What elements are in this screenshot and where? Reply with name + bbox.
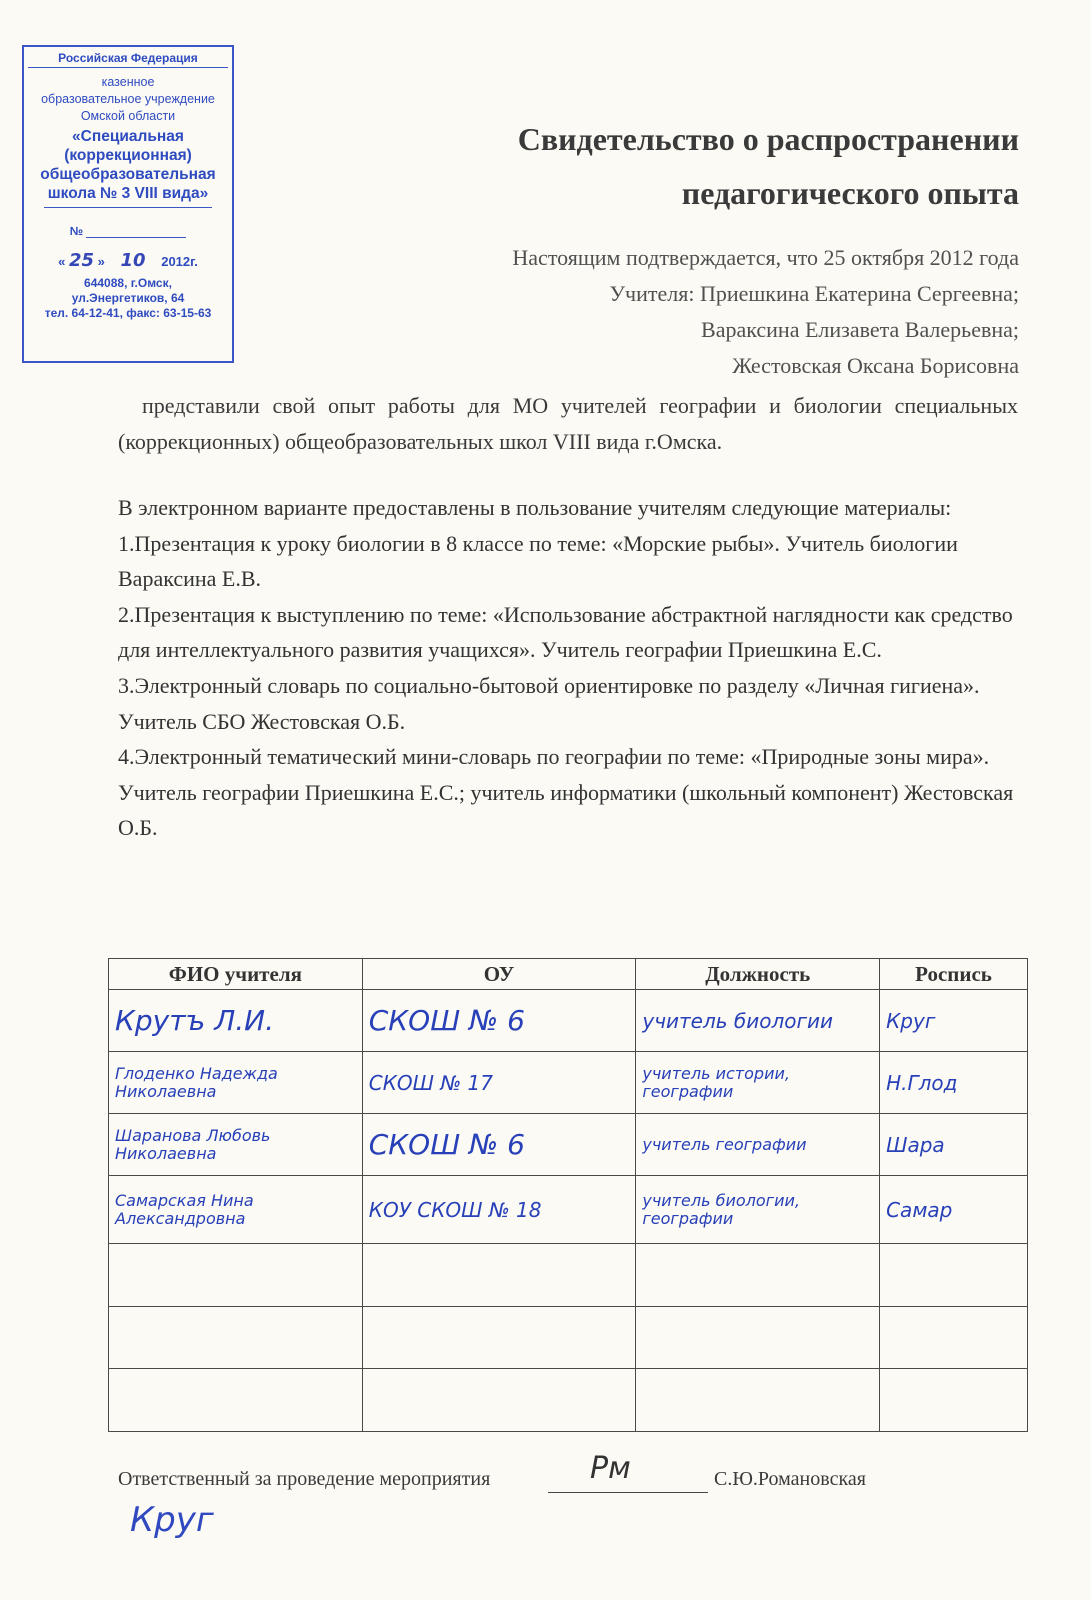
confirmation-block xyxy=(512,240,1019,384)
school-stamp xyxy=(22,45,234,363)
stamp-federation: Российская Федерация xyxy=(28,51,228,68)
table-row-empty xyxy=(109,1244,1028,1307)
stamp-date xyxy=(24,250,232,272)
cell-name: Глоденко Надежда Николаевна xyxy=(109,1052,363,1114)
stamp-number xyxy=(24,224,232,238)
table-row-empty xyxy=(109,1369,1028,1432)
responsible-signature: Рм xyxy=(590,1451,631,1486)
stamp-line-bold: «Специальная xyxy=(72,128,184,145)
stamp-line: Омской области xyxy=(80,109,176,123)
header-teacher-name: ФИО учителя xyxy=(109,959,363,990)
cell-school: СКОШ № 17 xyxy=(362,1052,636,1114)
cell-name: Крутъ Л.И. xyxy=(109,990,363,1052)
title-line: педагогического опыта xyxy=(681,175,1019,211)
stamp-line-bold: школа № 3 VIII вида» xyxy=(47,185,209,202)
stamp-line-bold: (коррекционная) xyxy=(64,147,192,164)
attendance-table xyxy=(108,958,1028,1432)
cell-school: КОУ СКОШ № 18 xyxy=(362,1176,636,1244)
table-row xyxy=(109,1176,1028,1244)
cell-name: Самарская Нина Александровна xyxy=(109,1176,363,1244)
materials-intro: В электронном варианте предоставлены в пользование учителям следующие материалы: xyxy=(118,495,952,520)
stamp-address xyxy=(24,276,232,321)
stamp-date-year: 2012г. xyxy=(161,254,198,269)
stamp-line: казенное xyxy=(101,75,155,89)
stamp-number-line xyxy=(86,227,186,238)
confirm-line: Настоящим подтверждается, что 25 октября 2012 года xyxy=(512,245,1019,270)
cell-name: Шаранова Любовь Николаевна xyxy=(109,1114,363,1176)
stamp-number-label: № xyxy=(69,224,84,238)
stamp-line: образовательное учреждение xyxy=(41,92,215,106)
cell-signature: Круг xyxy=(880,990,1028,1052)
confirm-line: Вараксина Елизавета Валерьевна; xyxy=(701,317,1019,342)
responsible-name: С.Ю.Романовская xyxy=(714,1468,866,1490)
stamp-address-line: ул.Энергетиков, 64 xyxy=(71,291,185,305)
header-signature: Роспись xyxy=(880,959,1028,990)
confirm-line: Жестовская Оксана Борисовна xyxy=(732,353,1019,378)
table-header-row xyxy=(109,959,1028,990)
cell-school: СКОШ № 6 xyxy=(362,1114,636,1176)
list-item: 1.Презентация к уроку биологии в 8 классе по теме: «Морские рыбы». Учитель биологии Вараксина Е.В. xyxy=(118,530,958,592)
presentation-paragraph: представили свой опыт работы для МО учителей географии и биологии специальных (коррекционных) общеобразовательных школ VIII вида г.Омска. xyxy=(118,393,1018,454)
stamp-date-open: « xyxy=(58,254,66,269)
stamp-date-day: 25 xyxy=(68,250,95,271)
header-school: ОУ xyxy=(362,959,636,990)
cell-signature: Шара xyxy=(880,1114,1028,1176)
table-row-empty xyxy=(109,1306,1028,1369)
table-row xyxy=(109,990,1028,1052)
cell-school: СКОШ № 6 xyxy=(362,990,636,1052)
list-item: 4.Электронный тематический мини-словарь по географии по теме: «Природные зоны мира». Учитель географии Приешкина Е.С.; учитель информатики (школьный компонент) Жестовская О.Б. xyxy=(118,744,1014,841)
list-item: 3.Электронный словарь по социально-бытовой ориентировке по разделу «Личная гигиена». Учитель СБО Жестовская О.Б. xyxy=(118,672,980,734)
table-row xyxy=(109,1114,1028,1176)
stamp-line-bold: общеобразовательная xyxy=(40,166,216,183)
title-line: Свидетельство о распространении xyxy=(517,121,1019,157)
stamp-address-line: 644088, г.Омск, xyxy=(84,276,172,290)
list-item: 2.Презентация к выступлению по теме: «Использование абстрактной наглядности как средство для интеллектуального развития учащихся». Учитель географии Приешкина Е.С. xyxy=(118,601,1013,663)
header-position: Должность xyxy=(636,959,880,990)
cell-position: учитель биологии xyxy=(636,990,880,1052)
stamp-date-month: 10 xyxy=(120,250,146,271)
responsible-signature-line xyxy=(548,1492,708,1493)
responsible-label: Ответственный за проведение мероприятия xyxy=(118,1468,491,1490)
table-row xyxy=(109,1052,1028,1114)
cell-signature: Самар xyxy=(880,1176,1028,1244)
cell-signature: Н.Глод xyxy=(880,1052,1028,1114)
handwritten-signature: Круг xyxy=(130,1500,214,1540)
cell-position: учитель географии xyxy=(636,1114,880,1176)
cell-position: учитель истории, географии xyxy=(636,1052,880,1114)
confirm-line: Учителя: Приешкина Екатерина Сергеевна; xyxy=(609,281,1019,306)
cell-position: учитель биологии, географии xyxy=(636,1176,880,1244)
stamp-date-close: » xyxy=(97,254,105,269)
document-title xyxy=(518,112,1019,220)
materials-list xyxy=(118,490,1018,846)
stamp-address-line: тел. 64-12-41, факс: 63-15-63 xyxy=(44,306,212,320)
stamp-divider xyxy=(44,207,212,208)
